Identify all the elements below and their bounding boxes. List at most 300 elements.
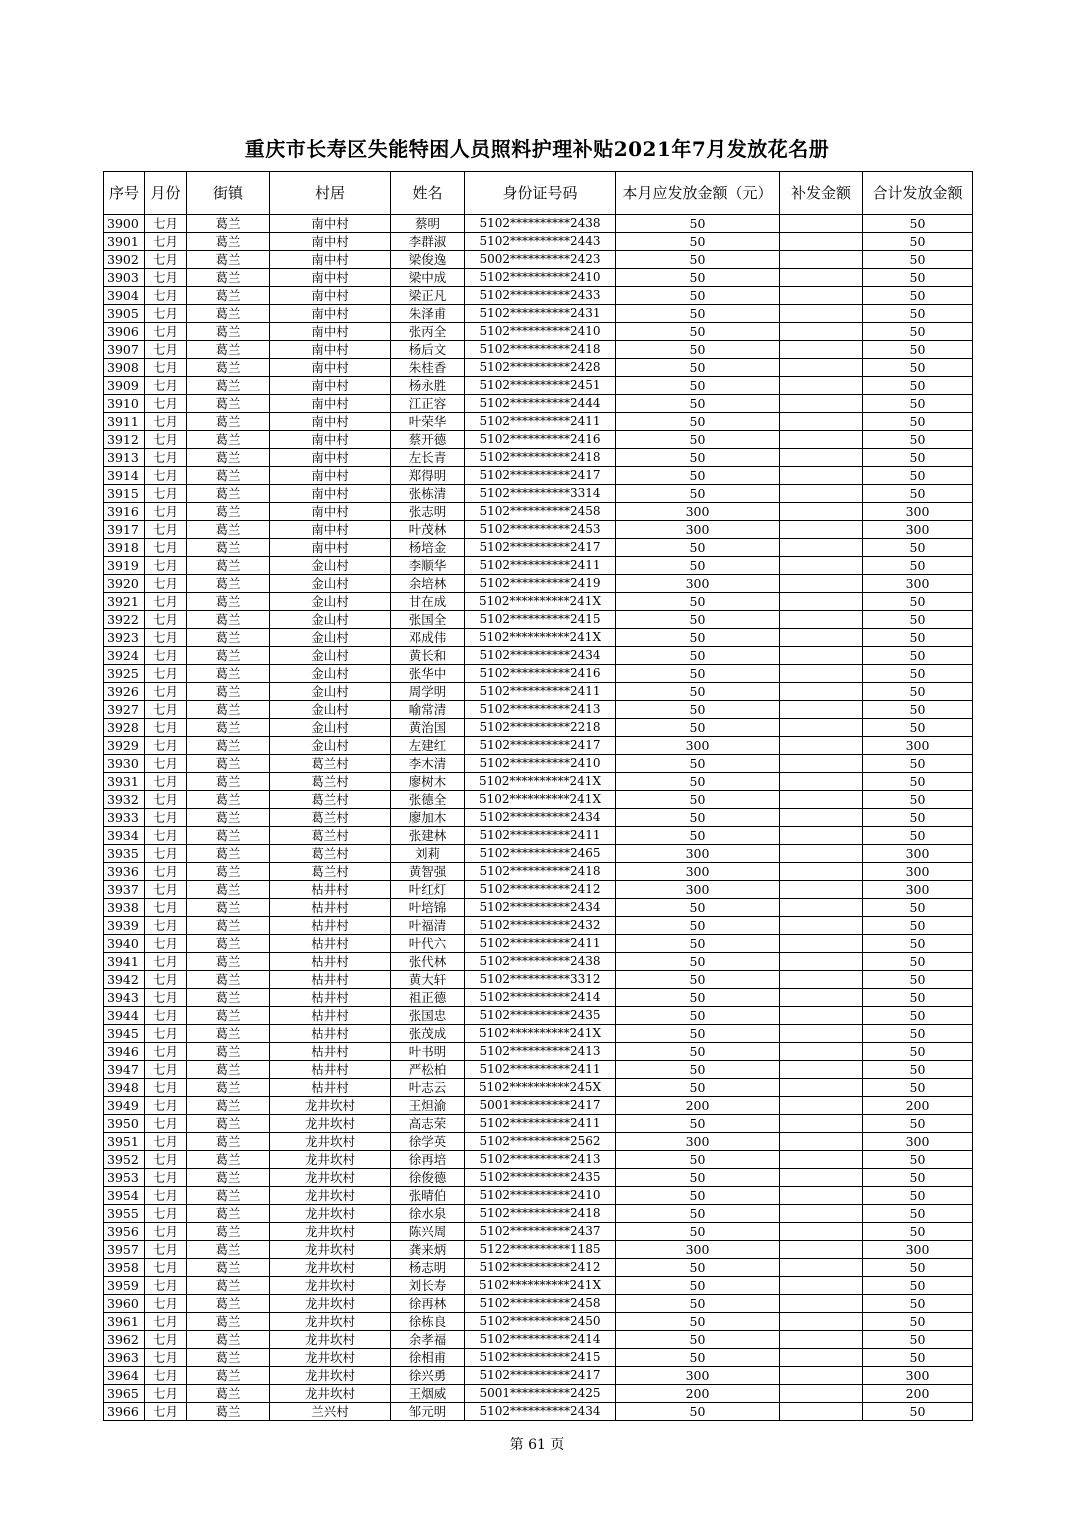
cell-id-number: 5102**********2465 [465, 845, 616, 863]
table-row [104, 593, 973, 611]
cell-total-amount: 50 [863, 593, 973, 611]
cell-name: 陈兴周 [391, 1223, 465, 1241]
cell-total-amount: 50 [863, 1151, 973, 1169]
cell-month: 七月 [145, 251, 187, 269]
cell-name: 左建红 [391, 737, 465, 755]
cell-monthly-amount: 50 [616, 1151, 780, 1169]
cell-supplement-amount [780, 1097, 863, 1115]
header-seq: 序号 [104, 172, 145, 215]
cell-total-amount: 50 [863, 395, 973, 413]
cell-town: 葛兰 [187, 935, 270, 953]
cell-total-amount: 50 [863, 1313, 973, 1331]
cell-seq: 3942 [104, 971, 145, 989]
cell-month: 七月 [145, 611, 187, 629]
cell-supplement-amount [780, 1133, 863, 1151]
cell-total-amount: 300 [863, 863, 973, 881]
cell-seq: 3957 [104, 1241, 145, 1259]
table-row [104, 773, 973, 791]
cell-month: 七月 [145, 287, 187, 305]
cell-supplement-amount [780, 701, 863, 719]
cell-month: 七月 [145, 1061, 187, 1079]
cell-village: 枯井村 [270, 1079, 391, 1097]
cell-name: 叶茂林 [391, 521, 465, 539]
cell-supplement-amount [780, 485, 863, 503]
cell-supplement-amount [780, 791, 863, 809]
cell-town: 葛兰 [187, 971, 270, 989]
table-row [104, 719, 973, 737]
cell-monthly-amount: 50 [616, 1187, 780, 1205]
cell-id-number: 5102**********2218 [465, 719, 616, 737]
table-row [104, 1025, 973, 1043]
page-title: 重庆市长寿区失能特困人员照料护理补贴2021年7月发放花名册 [244, 137, 830, 161]
cell-village: 金山村 [270, 593, 391, 611]
cell-seq: 3908 [104, 359, 145, 377]
cell-monthly-amount: 50 [616, 251, 780, 269]
cell-monthly-amount: 50 [616, 719, 780, 737]
cell-monthly-amount: 50 [616, 1403, 780, 1421]
cell-name: 严松柏 [391, 1061, 465, 1079]
cell-village: 枯井村 [270, 989, 391, 1007]
cell-id-number: 5102**********3312 [465, 971, 616, 989]
cell-seq: 3958 [104, 1259, 145, 1277]
cell-supplement-amount [780, 1205, 863, 1223]
table-row [104, 485, 973, 503]
cell-town: 葛兰 [187, 269, 270, 287]
cell-month: 七月 [145, 557, 187, 575]
cell-id-number: 5102**********2413 [465, 1043, 616, 1061]
cell-monthly-amount: 50 [616, 305, 780, 323]
cell-monthly-amount: 300 [616, 521, 780, 539]
cell-month: 七月 [145, 539, 187, 557]
cell-monthly-amount: 50 [616, 467, 780, 485]
cell-month: 七月 [145, 647, 187, 665]
cell-total-amount: 50 [863, 701, 973, 719]
cell-supplement-amount [780, 1187, 863, 1205]
cell-village: 葛兰村 [270, 863, 391, 881]
cell-month: 七月 [145, 1277, 187, 1295]
table-row [104, 611, 973, 629]
cell-total-amount: 50 [863, 1205, 973, 1223]
cell-village: 金山村 [270, 629, 391, 647]
table-row [104, 1097, 973, 1115]
cell-seq: 3917 [104, 521, 145, 539]
table-row [104, 1313, 973, 1331]
page-number: 第 61 页 [509, 1437, 565, 1453]
cell-supplement-amount [780, 539, 863, 557]
cell-name: 周学明 [391, 683, 465, 701]
cell-supplement-amount [780, 503, 863, 521]
cell-month: 七月 [145, 863, 187, 881]
cell-town: 葛兰 [187, 1223, 270, 1241]
cell-village: 南中村 [270, 449, 391, 467]
table-row [104, 971, 973, 989]
table-row [104, 737, 973, 755]
cell-village: 南中村 [270, 431, 391, 449]
cell-monthly-amount: 50 [616, 1349, 780, 1367]
cell-monthly-amount: 50 [616, 395, 780, 413]
cell-supplement-amount [780, 1043, 863, 1061]
cell-id-number: 5102**********2415 [465, 1349, 616, 1367]
table-row [104, 1367, 973, 1385]
cell-name: 杨培金 [391, 539, 465, 557]
cell-monthly-amount: 300 [616, 845, 780, 863]
cell-name: 徐再林 [391, 1295, 465, 1313]
table-row [104, 1331, 973, 1349]
cell-town: 葛兰 [187, 395, 270, 413]
cell-total-amount: 300 [863, 521, 973, 539]
cell-total-amount: 50 [863, 323, 973, 341]
cell-supplement-amount [780, 1151, 863, 1169]
cell-village: 金山村 [270, 737, 391, 755]
cell-seq: 3902 [104, 251, 145, 269]
cell-seq: 3933 [104, 809, 145, 827]
table-row [104, 1115, 973, 1133]
cell-village: 南中村 [270, 413, 391, 431]
cell-id-number: 5102**********2411 [465, 827, 616, 845]
cell-id-number: 5102**********2411 [465, 1061, 616, 1079]
cell-town: 葛兰 [187, 1133, 270, 1151]
cell-id-number: 5102**********2411 [465, 935, 616, 953]
cell-seq: 3938 [104, 899, 145, 917]
cell-total-amount: 50 [863, 683, 973, 701]
cell-supplement-amount [780, 719, 863, 737]
cell-supplement-amount [780, 1313, 863, 1331]
cell-name: 张晴伯 [391, 1187, 465, 1205]
cell-total-amount: 50 [863, 665, 973, 683]
cell-id-number: 5102**********241X [465, 791, 616, 809]
cell-village: 枯井村 [270, 953, 391, 971]
cell-name: 叶书明 [391, 1043, 465, 1061]
cell-village: 葛兰村 [270, 755, 391, 773]
cell-month: 七月 [145, 881, 187, 899]
cell-id-number: 5102**********2431 [465, 305, 616, 323]
cell-total-amount: 50 [863, 449, 973, 467]
cell-month: 七月 [145, 773, 187, 791]
cell-month: 七月 [145, 1187, 187, 1205]
cell-total-amount: 50 [863, 971, 973, 989]
cell-month: 七月 [145, 575, 187, 593]
cell-town: 葛兰 [187, 431, 270, 449]
cell-seq: 3901 [104, 233, 145, 251]
cell-supplement-amount [780, 467, 863, 485]
cell-total-amount: 300 [863, 575, 973, 593]
table-row [104, 557, 973, 575]
cell-supplement-amount [780, 1367, 863, 1385]
cell-name: 徐相甫 [391, 1349, 465, 1367]
cell-supplement-amount [780, 935, 863, 953]
cell-name: 叶荣华 [391, 413, 465, 431]
cell-name: 张志明 [391, 503, 465, 521]
cell-village: 葛兰村 [270, 791, 391, 809]
cell-seq: 3943 [104, 989, 145, 1007]
cell-total-amount: 300 [863, 1367, 973, 1385]
cell-seq: 3965 [104, 1385, 145, 1403]
cell-monthly-amount: 50 [616, 791, 780, 809]
cell-town: 葛兰 [187, 917, 270, 935]
cell-village: 金山村 [270, 701, 391, 719]
cell-id-number: 5102**********2435 [465, 1169, 616, 1187]
cell-id-number: 5102**********2443 [465, 233, 616, 251]
cell-village: 枯井村 [270, 1025, 391, 1043]
cell-name: 朱桂香 [391, 359, 465, 377]
cell-monthly-amount: 50 [616, 1061, 780, 1079]
cell-village: 南中村 [270, 269, 391, 287]
cell-total-amount: 50 [863, 1025, 973, 1043]
cell-id-number: 5102**********2437 [465, 1223, 616, 1241]
cell-id-number: 5102**********2417 [465, 539, 616, 557]
cell-town: 葛兰 [187, 845, 270, 863]
header-month: 月份 [145, 172, 187, 215]
cell-village: 南中村 [270, 521, 391, 539]
cell-seq: 3935 [104, 845, 145, 863]
cell-monthly-amount: 50 [616, 215, 780, 233]
cell-village: 金山村 [270, 647, 391, 665]
cell-id-number: 5102**********2410 [465, 269, 616, 287]
cell-id-number: 5102**********241X [465, 629, 616, 647]
cell-supplement-amount [780, 251, 863, 269]
cell-seq: 3921 [104, 593, 145, 611]
cell-name: 张国全 [391, 611, 465, 629]
header-supplement-amount: 补发金额 [780, 172, 863, 215]
cell-seq: 3952 [104, 1151, 145, 1169]
cell-id-number: 5102**********2418 [465, 449, 616, 467]
cell-name: 张栋清 [391, 485, 465, 503]
cell-town: 葛兰 [187, 1043, 270, 1061]
cell-name: 左长青 [391, 449, 465, 467]
cell-town: 葛兰 [187, 737, 270, 755]
cell-seq: 3954 [104, 1187, 145, 1205]
cell-supplement-amount [780, 773, 863, 791]
cell-total-amount: 50 [863, 215, 973, 233]
cell-supplement-amount [780, 665, 863, 683]
cell-village: 枯井村 [270, 1061, 391, 1079]
cell-monthly-amount: 300 [616, 737, 780, 755]
cell-id-number: 5102**********2562 [465, 1133, 616, 1151]
cell-total-amount: 50 [863, 1007, 973, 1025]
cell-village: 龙井坎村 [270, 1295, 391, 1313]
cell-village: 龙井坎村 [270, 1187, 391, 1205]
cell-village: 金山村 [270, 719, 391, 737]
cell-monthly-amount: 50 [616, 449, 780, 467]
cell-monthly-amount: 50 [616, 233, 780, 251]
cell-monthly-amount: 50 [616, 539, 780, 557]
table-row [104, 1349, 973, 1367]
cell-town: 葛兰 [187, 1367, 270, 1385]
cell-village: 枯井村 [270, 881, 391, 899]
cell-town: 葛兰 [187, 287, 270, 305]
cell-town: 葛兰 [187, 719, 270, 737]
cell-village: 南中村 [270, 287, 391, 305]
cell-month: 七月 [145, 1169, 187, 1187]
cell-village: 枯井村 [270, 1043, 391, 1061]
cell-town: 葛兰 [187, 575, 270, 593]
cell-town: 葛兰 [187, 323, 270, 341]
cell-month: 七月 [145, 1025, 187, 1043]
cell-month: 七月 [145, 953, 187, 971]
cell-name: 李顺华 [391, 557, 465, 575]
cell-id-number: 5102**********2410 [465, 755, 616, 773]
cell-monthly-amount: 50 [616, 593, 780, 611]
cell-monthly-amount: 50 [616, 917, 780, 935]
table-row [104, 1169, 973, 1187]
cell-seq: 3914 [104, 467, 145, 485]
cell-supplement-amount [780, 521, 863, 539]
cell-monthly-amount: 50 [616, 1313, 780, 1331]
cell-monthly-amount: 50 [616, 287, 780, 305]
cell-name: 朱泽甫 [391, 305, 465, 323]
cell-name: 黄长和 [391, 647, 465, 665]
table-row [104, 395, 973, 413]
cell-month: 七月 [145, 1043, 187, 1061]
cell-village: 龙井坎村 [270, 1097, 391, 1115]
cell-monthly-amount: 50 [616, 773, 780, 791]
cell-total-amount: 50 [863, 647, 973, 665]
cell-total-amount: 50 [863, 341, 973, 359]
cell-id-number: 5102**********2417 [465, 1367, 616, 1385]
table-row [104, 269, 973, 287]
cell-village: 葛兰村 [270, 845, 391, 863]
cell-town: 葛兰 [187, 1349, 270, 1367]
cell-village: 南中村 [270, 251, 391, 269]
cell-id-number: 5102**********2419 [465, 575, 616, 593]
table-row [104, 953, 973, 971]
cell-seq: 3950 [104, 1115, 145, 1133]
cell-supplement-amount [780, 431, 863, 449]
table-row [104, 539, 973, 557]
cell-village: 龙井坎村 [270, 1133, 391, 1151]
cell-village: 龙井坎村 [270, 1313, 391, 1331]
cell-seq: 3924 [104, 647, 145, 665]
cell-month: 七月 [145, 467, 187, 485]
cell-village: 金山村 [270, 665, 391, 683]
cell-town: 葛兰 [187, 413, 270, 431]
cell-seq: 3937 [104, 881, 145, 899]
table-row [104, 881, 973, 899]
cell-name: 梁俊逸 [391, 251, 465, 269]
cell-monthly-amount: 50 [616, 557, 780, 575]
cell-seq: 3929 [104, 737, 145, 755]
cell-seq: 3966 [104, 1403, 145, 1421]
cell-seq: 3900 [104, 215, 145, 233]
cell-supplement-amount [780, 881, 863, 899]
table-row [104, 647, 973, 665]
cell-supplement-amount [780, 863, 863, 881]
cell-town: 葛兰 [187, 683, 270, 701]
cell-name: 蔡明 [391, 215, 465, 233]
cell-name: 廖树木 [391, 773, 465, 791]
cell-town: 葛兰 [187, 1007, 270, 1025]
cell-supplement-amount [780, 1349, 863, 1367]
cell-name: 李群淑 [391, 233, 465, 251]
cell-seq: 3926 [104, 683, 145, 701]
cell-town: 葛兰 [187, 647, 270, 665]
cell-name: 叶代六 [391, 935, 465, 953]
cell-name: 郑得明 [391, 467, 465, 485]
cell-id-number: 5102**********2411 [465, 1115, 616, 1133]
cell-total-amount: 50 [863, 1223, 973, 1241]
cell-seq: 3906 [104, 323, 145, 341]
table-row [104, 287, 973, 305]
cell-seq: 3941 [104, 953, 145, 971]
cell-town: 葛兰 [187, 809, 270, 827]
cell-name: 刘长寿 [391, 1277, 465, 1295]
cell-village: 南中村 [270, 377, 391, 395]
cell-village: 南中村 [270, 323, 391, 341]
cell-month: 七月 [145, 431, 187, 449]
cell-total-amount: 50 [863, 917, 973, 935]
cell-id-number: 5102**********2451 [465, 377, 616, 395]
cell-town: 葛兰 [187, 233, 270, 251]
cell-monthly-amount: 50 [616, 413, 780, 431]
cell-town: 葛兰 [187, 899, 270, 917]
cell-seq: 3964 [104, 1367, 145, 1385]
cell-seq: 3934 [104, 827, 145, 845]
cell-seq: 3913 [104, 449, 145, 467]
cell-total-amount: 50 [863, 359, 973, 377]
cell-town: 葛兰 [187, 341, 270, 359]
cell-id-number: 5102**********2438 [465, 953, 616, 971]
cell-id-number: 5102**********2417 [465, 737, 616, 755]
cell-total-amount: 50 [863, 1169, 973, 1187]
cell-supplement-amount [780, 1223, 863, 1241]
cell-id-number: 5102**********2428 [465, 359, 616, 377]
cell-seq: 3922 [104, 611, 145, 629]
cell-supplement-amount [780, 449, 863, 467]
cell-supplement-amount [780, 683, 863, 701]
cell-total-amount: 50 [863, 485, 973, 503]
cell-supplement-amount [780, 899, 863, 917]
cell-village: 龙井坎村 [270, 1223, 391, 1241]
cell-town: 葛兰 [187, 1403, 270, 1421]
table-row [104, 1259, 973, 1277]
cell-village: 枯井村 [270, 899, 391, 917]
table-row [104, 935, 973, 953]
table-row [104, 629, 973, 647]
cell-monthly-amount: 300 [616, 863, 780, 881]
cell-seq: 3904 [104, 287, 145, 305]
table-row [104, 665, 973, 683]
cell-village: 南中村 [270, 503, 391, 521]
cell-village: 葛兰村 [270, 773, 391, 791]
cell-supplement-amount [780, 287, 863, 305]
table-row [104, 899, 973, 917]
cell-month: 七月 [145, 359, 187, 377]
cell-seq: 3960 [104, 1295, 145, 1313]
table-row [104, 1187, 973, 1205]
cell-month: 七月 [145, 1331, 187, 1349]
cell-supplement-amount [780, 809, 863, 827]
cell-month: 七月 [145, 1367, 187, 1385]
cell-monthly-amount: 50 [616, 827, 780, 845]
cell-monthly-amount: 50 [616, 1295, 780, 1313]
table-row [104, 413, 973, 431]
cell-monthly-amount: 50 [616, 323, 780, 341]
cell-town: 葛兰 [187, 1295, 270, 1313]
cell-total-amount: 50 [863, 1403, 973, 1421]
cell-monthly-amount: 300 [616, 575, 780, 593]
cell-monthly-amount: 50 [616, 1043, 780, 1061]
cell-town: 葛兰 [187, 377, 270, 395]
cell-seq: 3916 [104, 503, 145, 521]
cell-supplement-amount [780, 575, 863, 593]
cell-month: 七月 [145, 449, 187, 467]
cell-total-amount: 50 [863, 287, 973, 305]
cell-id-number: 5102**********3314 [465, 485, 616, 503]
cell-id-number: 5102**********2416 [465, 431, 616, 449]
cell-id-number: 5102**********2450 [465, 1313, 616, 1331]
table-row [104, 521, 973, 539]
cell-id-number: 5102**********2413 [465, 1151, 616, 1169]
